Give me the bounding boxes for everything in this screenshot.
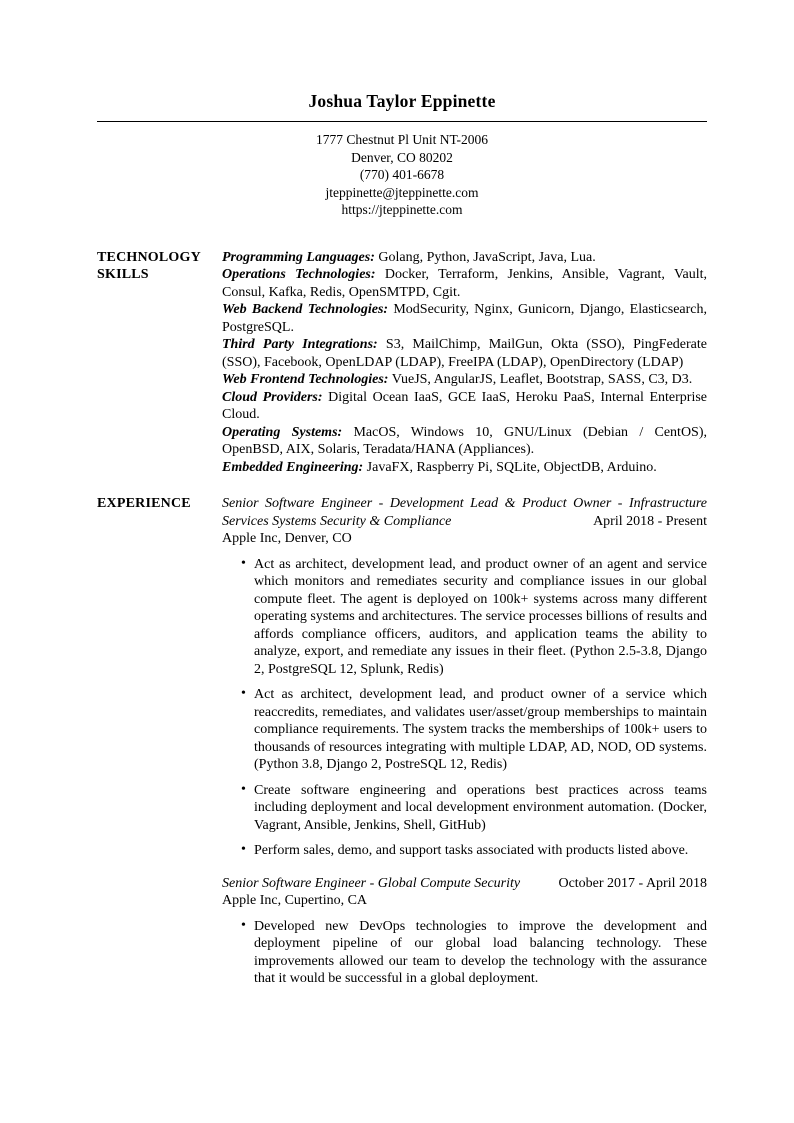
skill-item-web-frontend [222, 371, 707, 389]
skill-item-web-backend [222, 301, 707, 336]
skill-label: Web Backend Technologies: [222, 302, 389, 317]
job-bullet [222, 918, 707, 988]
job-bullet [222, 782, 707, 835]
job-organization: Apple Inc, Cupertino, CA [222, 893, 368, 908]
website-link[interactable]: https://jteppinette.com [341, 202, 463, 217]
job-head [222, 875, 707, 893]
skill-label: Operations Technologies: [222, 267, 376, 282]
bullet-text: Act as architect, development lead, and product owner of a service which reaccredits, remediates, and validates user/asset/group memberships to maintain compliance requirements. The system tracks the memberships of 100k+ users to thousands of resources integrating with multiple LDAP, AD, NOD, OD systems. (Python 3.8, Django 2, PostreSQL 12, Redis) [254, 687, 707, 772]
job-date: April 2018 - Present [593, 513, 707, 529]
skill-label: Embedded Engineering: [222, 459, 364, 475]
bullet-text: Perform sales, demo, and support tasks associated with products listed above. [254, 843, 689, 858]
skill-item-operations-technologies [222, 266, 707, 301]
skill-text: ModSecurity, Nginx, Gunicorn, Django, Elasticsearch, PostgreSQL. [222, 302, 708, 335]
skill-item-programming-languages [222, 249, 707, 267]
skill-label: Operating Systems: [222, 424, 343, 440]
job-organization: Apple Inc, Denver, CO [222, 531, 352, 546]
email-link[interactable]: jteppinette@jteppinette.com [325, 184, 479, 200]
job-entry-global-compute-security [222, 875, 707, 988]
section-label-technology-skills: TECHNOLOGY SKILLS [97, 249, 201, 282]
skill-item-third-party [222, 336, 707, 371]
skill-text: S3, MailChimp, MailGun, Okta (SSO), PingFederate (SSO), Facebook, OpenLDAP (LDAP), FreeIPA (LDAP), OpenDirectory (LDAP) [222, 337, 707, 370]
skill-text: JavaFX, Raspberry Pi, SQLite, ObjectDB, Arduino. [366, 459, 657, 475]
job-bullets [222, 918, 707, 988]
phone-number: (770) 401-6678 [359, 167, 445, 182]
bullet-text: Create software engineering and operations best practices across teams including deployment and local development environment automation. (Docker, Vagrant, Ansible, Jenkins, Shell, GitHub) [254, 782, 707, 833]
skill-text: Docker, Terraform, Jenkins, Ansible, Vagrant, Vault, Consul, Kafka, Redis, OpenSMTPD, Cgit. [222, 267, 708, 300]
job-bullet [222, 686, 707, 774]
job-title: Senior Software Engineer - Development Lead & Product Owner - Infrastructure Services Systems Security & Compliance [222, 496, 707, 529]
job-bullets [222, 556, 707, 860]
person-name: Joshua Taylor Eppinette [308, 91, 496, 111]
job-entry-infrastructure-services [222, 495, 707, 860]
bullet-text: Act as architect, development lead, and product owner of an agent and service which monitors and remediates security and compliance issues in our global compute fleet. The agent is deployed on 100k+ systems across many different operating systems and architectures. The service processes billions of results and affords compliance officers, auditors, and application teams the ability to analyze, export, and remediate any issues in their fleet. (Python 2.5-3.8, Django 2, PostgreSQL 12, Splunk, Redis) [254, 556, 707, 677]
job-head [222, 495, 707, 530]
section-experience [97, 495, 707, 988]
bullet-icon: • [241, 917, 246, 933]
job-date: October 2017 - April 2018 [558, 875, 707, 891]
bullet-text: Developed new DevOps technologies to improve the development and deployment pipeline of our global load balancing technology. These improvements allowed our team to develop the technology with the assurance that it would be successful in a global deployment. [254, 918, 707, 986]
skill-item-operating-systems [222, 424, 707, 459]
bullet-icon: • [241, 842, 246, 857]
experience-list [222, 495, 707, 988]
job-bullet [222, 842, 707, 860]
contact-block [97, 131, 707, 219]
skill-label: Programming Languages: [222, 249, 375, 265]
job-title: Senior Software Engineer - Global Compute Security [222, 875, 521, 891]
bullet-icon: • [241, 686, 246, 701]
address-line-2: Denver, CO 80202 [351, 149, 453, 165]
bullet-icon: • [241, 555, 246, 571]
skill-item-embedded-engineering [222, 459, 707, 477]
bullet-icon: • [241, 781, 246, 797]
section-technology-skills [97, 249, 707, 477]
skill-text: Digital Ocean IaaS, GCE IaaS, Heroku PaaS, Internal Enterprise Cloud. [222, 389, 708, 422]
address-line-1: 1777 Chestnut Pl Unit NT-2006 [315, 132, 488, 147]
skill-text: Golang, Python, JavaScript, Java, Lua. [378, 249, 596, 265]
header-rule [97, 121, 707, 122]
skill-label: Third Party Integrations: [222, 337, 378, 352]
section-label-experience: EXPERIENCE [97, 496, 191, 511]
skills-list [222, 249, 707, 477]
skill-text: VueJS, AngularJS, Leaflet, Bootstrap, SASS, C3, D3. [391, 372, 693, 387]
job-bullet [222, 556, 707, 679]
skill-text: MacOS, Windows 10, GNU/Linux (Debian / CentOS), OpenBSD, AIX, Solaris, Teradata/HANA (Appliances). [222, 424, 708, 457]
skill-label: Cloud Providers: [222, 389, 323, 405]
skill-label: Web Frontend Technologies: [222, 372, 389, 387]
skill-item-cloud-providers [222, 389, 707, 424]
